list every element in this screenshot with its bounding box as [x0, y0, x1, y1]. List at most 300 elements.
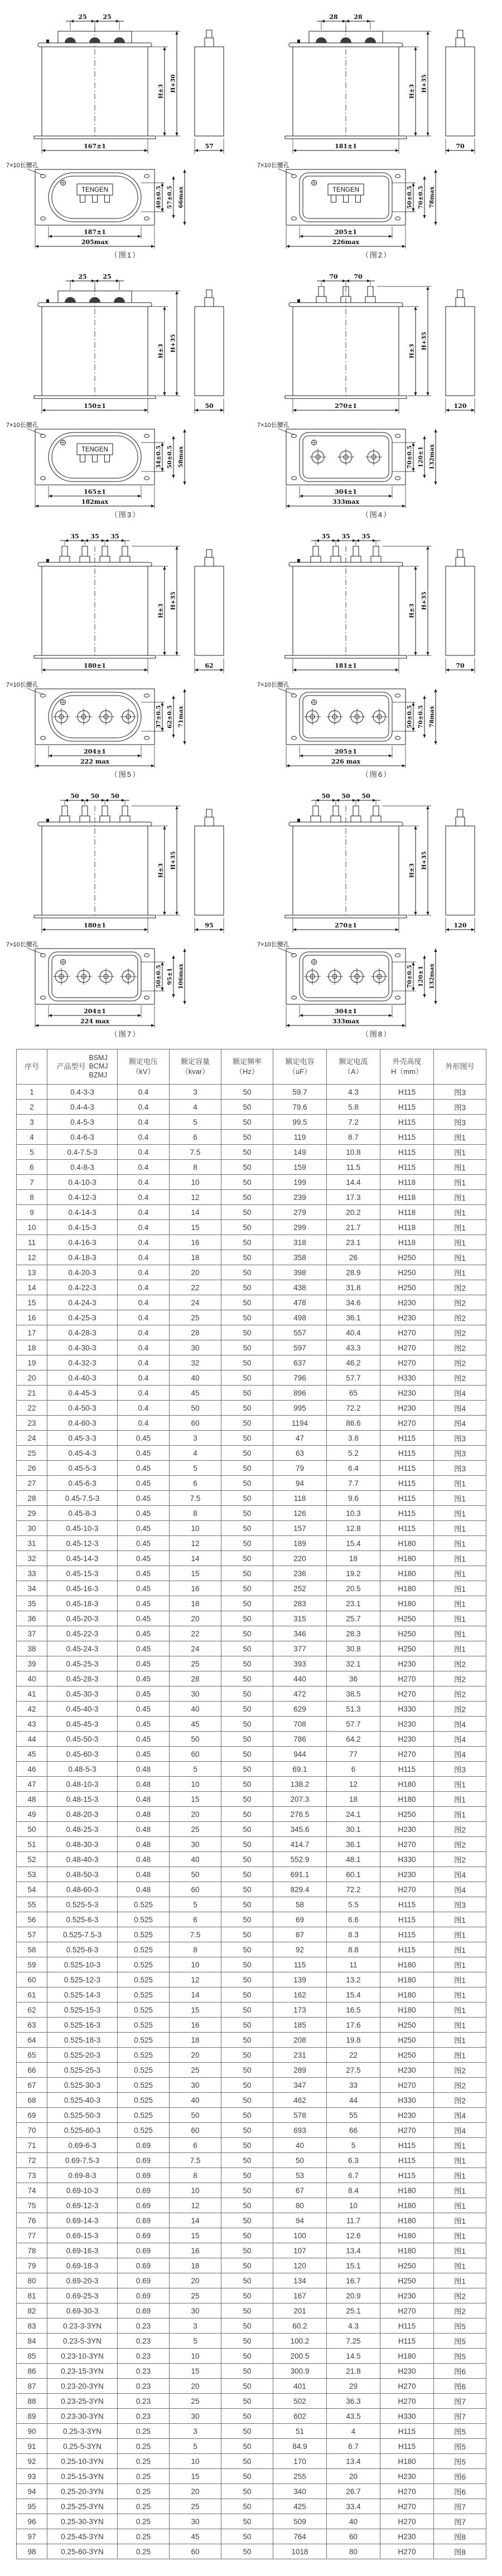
table-row — [17, 1100, 486, 1115]
table-cell: 图1 — [434, 1130, 486, 1145]
table-cell: 24 — [170, 1295, 221, 1310]
table-cell: 167 — [273, 2288, 327, 2303]
dim-label: 25 — [78, 273, 87, 280]
terminal-stud — [311, 556, 321, 562]
table-cell: 图1 — [434, 1777, 486, 1792]
table-cell: 65 — [327, 1386, 380, 1401]
table-row — [17, 1867, 486, 1882]
table-row — [17, 1235, 486, 1250]
table-cell: 19 — [17, 1355, 47, 1370]
table-cell: H250 — [380, 2033, 434, 2048]
table-cell: 0.45 — [118, 1686, 170, 1702]
table-cell: 50 — [221, 2379, 273, 2394]
table-cell: H270 — [380, 2394, 434, 2409]
table-cell: 16.5 — [327, 2003, 380, 2018]
table-cell: 50 — [221, 2138, 273, 2153]
table-cell: 50 — [221, 2424, 273, 2439]
dim-label: 180±1 — [84, 662, 106, 669]
table-cell: 图3 — [434, 1100, 486, 1115]
table-cell: H115 — [380, 2334, 434, 2349]
terminal-lug — [340, 37, 351, 43]
table-cell: 图3 — [434, 1461, 486, 1476]
table-cell: 16 — [170, 2243, 221, 2258]
table-cell: 14 — [170, 1551, 221, 1566]
table-cell: 199 — [273, 1175, 327, 1190]
table-cell: 图4 — [434, 1882, 486, 1897]
table-cell: 50 — [221, 1656, 273, 1671]
table-cell: 0.45 — [118, 1491, 170, 1506]
table-cell: 557 — [273, 1325, 327, 1340]
table-row — [17, 1762, 486, 1777]
table-cell: 50 — [221, 1942, 273, 1957]
table-cell: 36.1 — [327, 1310, 380, 1325]
table-cell: 50 — [221, 1822, 273, 1837]
table-cell: H250 — [380, 1807, 434, 1822]
table-cell: 401 — [273, 2379, 327, 2394]
dim-label: 50±0.5 — [166, 445, 173, 469]
table-cell: 0.525 — [118, 1927, 170, 1942]
table-cell: 377 — [273, 1641, 327, 1656]
table-cell: 图6 — [434, 2469, 486, 2484]
figure-5 — [0, 522, 251, 781]
table-cell: 0.25 — [118, 2454, 170, 2469]
table-cell: 72.2 — [327, 1401, 380, 1416]
table-cell: 图8 — [434, 2544, 486, 2559]
table-cell: 208 — [273, 2033, 327, 2048]
table-row — [17, 1130, 486, 1145]
table-cell: 57.7 — [327, 1717, 380, 1732]
table-cell: 18 — [327, 1551, 380, 1566]
table-cell: 50 — [221, 1130, 273, 1145]
table-cell: 1 — [17, 1085, 47, 1100]
table-cell: 14 — [170, 2213, 221, 2228]
terminal-stud — [351, 816, 361, 822]
table-cell: 0.4-10-3 — [47, 1175, 118, 1190]
table-cell: 72 — [17, 2153, 47, 2168]
table-row — [17, 2183, 486, 2198]
table-cell: 0.45-30-3 — [47, 1686, 118, 1702]
table-cell: H180 — [380, 1777, 434, 1792]
figure-1-caption: （图1） — [110, 251, 141, 259]
table-cell: 图2 — [434, 1852, 486, 1867]
table-cell: 15 — [170, 2228, 221, 2243]
table-cell: 22 — [170, 1626, 221, 1641]
table-cell: 10 — [170, 2349, 221, 2364]
dim-label: 120 — [453, 402, 467, 410]
table-cell: H250 — [380, 1250, 434, 1265]
table-cell: H115 — [380, 1521, 434, 1536]
table-cell: 126 — [273, 1506, 327, 1521]
table-cell: 50 — [221, 1626, 273, 1641]
table-cell: H118 — [380, 1220, 434, 1235]
table-cell: 8.4 — [327, 2183, 380, 2198]
table-cell: 0.525 — [118, 1897, 170, 1912]
table-cell: 50 — [221, 1972, 273, 1987]
terminal-stud — [100, 816, 110, 822]
table-cell: 498 — [273, 1310, 327, 1325]
table-cell: 33.4 — [327, 2499, 380, 2514]
table-cell: 15 — [170, 1220, 221, 1235]
table-cell: 96 — [17, 2514, 47, 2529]
table-row — [17, 1671, 486, 1686]
table-cell: 50 — [221, 1401, 273, 1416]
table-cell: 79 — [17, 2258, 47, 2273]
table-cell: 0.45 — [118, 1732, 170, 1747]
table-row — [17, 2108, 486, 2123]
table-cell: 5 — [170, 2439, 221, 2454]
table-cell: 10 — [170, 1777, 221, 1792]
table-cell: 300.9 — [273, 2364, 327, 2379]
dim-label: 66max — [177, 186, 185, 208]
table-cell: 图7 — [434, 2514, 486, 2529]
table-cell: 0.69 — [118, 2213, 170, 2228]
table-row — [17, 2213, 486, 2228]
table-cell: 17.6 — [327, 2018, 380, 2033]
table-cell: H250 — [380, 1626, 434, 1641]
table-cell: 40 — [170, 2093, 221, 2108]
table-cell: 6 — [170, 1130, 221, 1145]
table-cell: 图1 — [434, 1536, 486, 1551]
table-row — [17, 2123, 486, 2138]
table-cell: 0.25 — [118, 2544, 170, 2559]
dim-label: H±3 — [408, 84, 416, 99]
table-row — [17, 1581, 486, 1596]
table-cell: 0.4 — [118, 1310, 170, 1325]
table-row — [17, 1912, 486, 1927]
table-row — [17, 1355, 486, 1370]
dim-label: 120±1 — [417, 446, 424, 468]
table-cell: 472 — [273, 1686, 327, 1702]
figure-7-drawing — [3, 781, 248, 1029]
table-cell: 36 — [327, 1671, 380, 1686]
table-cell: 0.4 — [118, 1220, 170, 1235]
dim-label: 78max — [428, 706, 436, 728]
table-cell: 0.69-25-3 — [47, 2288, 118, 2303]
table-cell: 45 — [170, 1386, 221, 1401]
table-cell: 图2 — [434, 1325, 486, 1340]
mounting-slot — [292, 736, 297, 740]
table-cell: 图5 — [434, 2439, 486, 2454]
table-cell: 4.3 — [327, 1085, 380, 1100]
table-cell: 50 — [221, 1145, 273, 1160]
table-row — [17, 2198, 486, 2213]
table-cell: 0.48 — [118, 1867, 170, 1882]
table-cell: 50 — [221, 1446, 273, 1461]
table-cell: H118 — [380, 1235, 434, 1250]
table-cell: 50 — [221, 1265, 273, 1280]
table-cell: 3 — [170, 1431, 221, 1446]
table-row — [17, 1897, 486, 1912]
table-cell: 119 — [273, 1130, 327, 1145]
terminal-stud — [120, 816, 130, 822]
table-cell: 图1 — [434, 1912, 486, 1927]
table-cell: 50 — [221, 2514, 273, 2529]
table-cell: 20 — [170, 1807, 221, 1822]
table-row — [17, 1386, 486, 1401]
table-cell: 70 — [17, 2123, 47, 2138]
table-cell: 40 — [170, 1702, 221, 1717]
table-cell: 8.7 — [327, 1130, 380, 1145]
table-cell: H270 — [380, 1686, 434, 1702]
table-cell: 0.4 — [118, 1160, 170, 1175]
table-cell: 0.4-6-3 — [47, 1130, 118, 1145]
table-cell: 0.525 — [118, 2108, 170, 2123]
table-cell: 0.45-60-3 — [47, 1747, 118, 1762]
table-cell: 27 — [17, 1476, 47, 1491]
table-cell: 16.7 — [327, 2273, 380, 2288]
mounting-slot — [395, 736, 400, 740]
table-cell: 10 — [327, 2198, 380, 2213]
table-cell: 图1 — [434, 1145, 486, 1160]
table-cell: 0.45-18-3 — [47, 1596, 118, 1611]
table-cell: 24 — [17, 1431, 47, 1446]
table-cell: 0.525 — [118, 2063, 170, 2078]
dim-label: 120±1 — [417, 965, 424, 988]
figure-3 — [0, 262, 251, 522]
table-cell: 50 — [221, 1777, 273, 1792]
table-cell: 24 — [170, 1641, 221, 1656]
mounting-slot — [144, 477, 149, 480]
table-cell: 60.2 — [273, 2319, 327, 2334]
table-cell: 60.1 — [327, 1867, 380, 1882]
table-cell: 76 — [17, 2213, 47, 2228]
table-row — [17, 1325, 486, 1340]
table-cell: 50 — [221, 2168, 273, 2183]
table-cell: 22 — [17, 1401, 47, 1416]
table-cell: H270 — [380, 1747, 434, 1762]
dim-label: 181±1 — [335, 143, 357, 150]
table-cell: H180 — [380, 1972, 434, 1987]
table-cell: 26 — [17, 1461, 47, 1476]
table-cell: H115 — [380, 2168, 434, 2183]
figure-8 — [251, 781, 502, 1041]
col-header-figure: 外形图号 — [434, 1049, 486, 1085]
table-cell: H230 — [380, 1310, 434, 1325]
table-cell: 15 — [170, 1566, 221, 1581]
table-cell: H270 — [380, 2303, 434, 2319]
table-cell: 8 — [170, 1942, 221, 1957]
table-cell: 43 — [17, 1717, 47, 1732]
terminal-lug — [114, 37, 125, 43]
table-cell: 796 — [273, 1370, 327, 1386]
table-cell: 0.45-4-3 — [47, 1446, 118, 1461]
table-cell: H115 — [380, 1476, 434, 1491]
table-cell: 7.5 — [170, 2153, 221, 2168]
figure-4-drawing — [254, 262, 499, 509]
table-cell: 10.3 — [327, 1506, 380, 1521]
table-cell: 21.7 — [327, 1220, 380, 1235]
table-cell: 66 — [17, 2063, 47, 2078]
table-cell: 图1 — [434, 1611, 486, 1626]
terminal-stud — [120, 556, 130, 562]
dim-label: 204±1 — [84, 748, 106, 755]
table-cell: 27.5 — [327, 2063, 380, 2078]
table-cell: H115 — [380, 1942, 434, 1957]
table-cell: 0.69-30-3 — [47, 2303, 118, 2319]
table-row — [17, 2018, 486, 2033]
dim-label: 28 — [329, 13, 338, 21]
table-cell: 36 — [17, 1611, 47, 1626]
table-cell: 20 — [170, 2484, 221, 2499]
table-cell: 60 — [170, 1882, 221, 1897]
table-cell: 189 — [273, 1536, 327, 1551]
mounting-slot — [292, 477, 297, 480]
table-cell: 98 — [17, 2544, 47, 2559]
table-cell: 50 — [221, 1732, 273, 1747]
table-cell: 29 — [327, 2379, 380, 2394]
table-cell: 25 — [170, 1656, 221, 1671]
dim-label: 205±1 — [335, 229, 357, 236]
table-cell: 50 — [221, 2228, 273, 2243]
table-cell: 图1 — [434, 2213, 486, 2228]
table-cell: 0.4-18-3 — [47, 1250, 118, 1265]
table-cell: 12 — [170, 1536, 221, 1551]
table-row — [17, 1175, 486, 1190]
table-cell: 7.25 — [327, 2334, 380, 2349]
table-cell: 252 — [273, 1581, 327, 1596]
table-cell: H180 — [380, 2243, 434, 2258]
table-cell: 0.23 — [118, 2364, 170, 2379]
table-cell: 462 — [273, 2093, 327, 2108]
table-cell: 50 — [221, 1416, 273, 1431]
table-cell: 50 — [170, 1401, 221, 1416]
terminal-lug — [65, 297, 76, 303]
dim-label: 70 — [456, 143, 465, 150]
table-cell: 80 — [273, 2198, 327, 2213]
table-cell: 289 — [273, 2063, 327, 2078]
table-cell: 40 — [17, 1671, 47, 1686]
table-cell: 75 — [17, 2198, 47, 2213]
table-cell: 0.23-3-3YN — [47, 2319, 118, 2334]
table-cell: 14 — [17, 1280, 47, 1295]
table-cell: 50 — [221, 2003, 273, 2018]
dim-label: 222 max — [80, 758, 110, 765]
table-cell: 50 — [221, 2018, 273, 2033]
table-cell: 60 — [170, 2544, 221, 2559]
table-cell: H270 — [380, 1882, 434, 1897]
table-cell: 0.525-60-3 — [47, 2123, 118, 2138]
table-cell: 0.23-30-3YN — [47, 2409, 118, 2424]
dim-label: 25 — [103, 273, 112, 280]
dim-label: 35 — [90, 533, 99, 540]
dim-label: 70±0.5 — [406, 965, 413, 988]
table-cell: 398 — [273, 1265, 327, 1280]
table-cell: H115 — [380, 1145, 434, 1160]
table-cell: 50 — [221, 1506, 273, 1521]
table-cell: 图1 — [434, 2018, 486, 2033]
table-cell: 50 — [221, 1295, 273, 1310]
table-cell: 80 — [327, 2544, 380, 2559]
dim-label: 224 max — [80, 1018, 110, 1025]
table-cell: 23.1 — [327, 1596, 380, 1611]
hole-label: 7×10长腰孔 — [257, 682, 289, 688]
table-cell: 50 — [221, 1747, 273, 1762]
table-cell: 94 — [273, 2213, 327, 2228]
table-row — [17, 1085, 486, 1100]
table-cell: 图1 — [434, 2033, 486, 2048]
table-cell: 3 — [170, 2424, 221, 2439]
table-cell: 34 — [17, 1581, 47, 1596]
table-cell: 7.5 — [170, 1927, 221, 1942]
table-cell: 60 — [170, 1416, 221, 1431]
table-cell: 0.4-16-3 — [47, 1235, 118, 1250]
table-cell: 6 — [327, 1762, 380, 1777]
table-cell: 图1 — [434, 1807, 486, 1822]
table-cell: 图1 — [434, 1235, 486, 1250]
dim-label: 50 — [205, 402, 214, 410]
table-cell: 0.4 — [118, 1235, 170, 1250]
dim-label: 35 — [361, 533, 370, 540]
table-cell: 28.3 — [327, 1626, 380, 1641]
table-cell: H270 — [380, 2379, 434, 2394]
table-cell: 50 — [221, 2183, 273, 2198]
table-cell: H180 — [380, 1792, 434, 1807]
table-cell: 79 — [273, 1461, 327, 1476]
table-cell: 0.525 — [118, 2123, 170, 2138]
table-cell: 896 — [273, 1386, 327, 1401]
table-cell: 0.23 — [118, 2379, 170, 2394]
table-cell: 图1 — [434, 1596, 486, 1611]
mounting-slot — [395, 477, 400, 480]
table-cell: 50 — [221, 2439, 273, 2454]
brand-logo: TENGEN — [332, 187, 359, 193]
table-cell: 50 — [221, 1220, 273, 1235]
table-cell: 30 — [170, 2514, 221, 2529]
table-row — [17, 1957, 486, 1972]
table-cell: 0.45-20-3 — [47, 1611, 118, 1626]
table-cell: 50 — [221, 1957, 273, 1972]
table-cell: 201 — [273, 2303, 327, 2319]
spec-table-wrap — [16, 1049, 486, 2559]
dim-label: H±3 — [157, 863, 165, 878]
table-cell: 图1 — [434, 1491, 486, 1506]
table-cell: 50 — [221, 2048, 273, 2063]
table-cell: 53 — [17, 1867, 47, 1882]
dim-label: 204±1 — [84, 1008, 106, 1015]
table-cell: H180 — [380, 2228, 434, 2243]
figure-1 — [0, 2, 251, 262]
table-cell: 20 — [327, 2469, 380, 2484]
table-cell: 6.7 — [327, 2168, 380, 2183]
table-cell: 0.45 — [118, 1611, 170, 1626]
table-row — [17, 1310, 486, 1325]
table-cell: 255 — [273, 2469, 327, 2484]
table-cell: 73 — [17, 2168, 47, 2183]
table-row — [17, 1686, 486, 1702]
table-cell: 20 — [170, 2273, 221, 2288]
table-cell: 478 — [273, 1295, 327, 1310]
table-cell: 0.45 — [118, 1536, 170, 1551]
table-cell: 图2 — [434, 2063, 486, 2078]
terminal-stud — [100, 556, 110, 562]
table-cell: 0.525 — [118, 1972, 170, 1987]
table-cell: 50 — [221, 1160, 273, 1175]
figure-7 — [0, 781, 251, 1041]
table-cell: 图1 — [434, 2198, 486, 2213]
figure-7-caption: （图7） — [110, 1030, 141, 1038]
table-cell: 5 — [327, 2138, 380, 2153]
table-cell: 50 — [221, 1551, 273, 1566]
dim-label: 70 — [354, 273, 363, 280]
table-cell: 30 — [170, 1340, 221, 1355]
table-cell: 0.525-7.5-3 — [47, 1927, 118, 1942]
table-cell: 0.69-10-3 — [47, 2183, 118, 2198]
table-cell: 0.4-24-3 — [47, 1295, 118, 1310]
table-cell: 0.4-60-3 — [47, 1416, 118, 1431]
mounting-slot — [395, 996, 400, 999]
table-cell: 55 — [327, 2108, 380, 2123]
table-cell: 5 — [170, 1897, 221, 1912]
